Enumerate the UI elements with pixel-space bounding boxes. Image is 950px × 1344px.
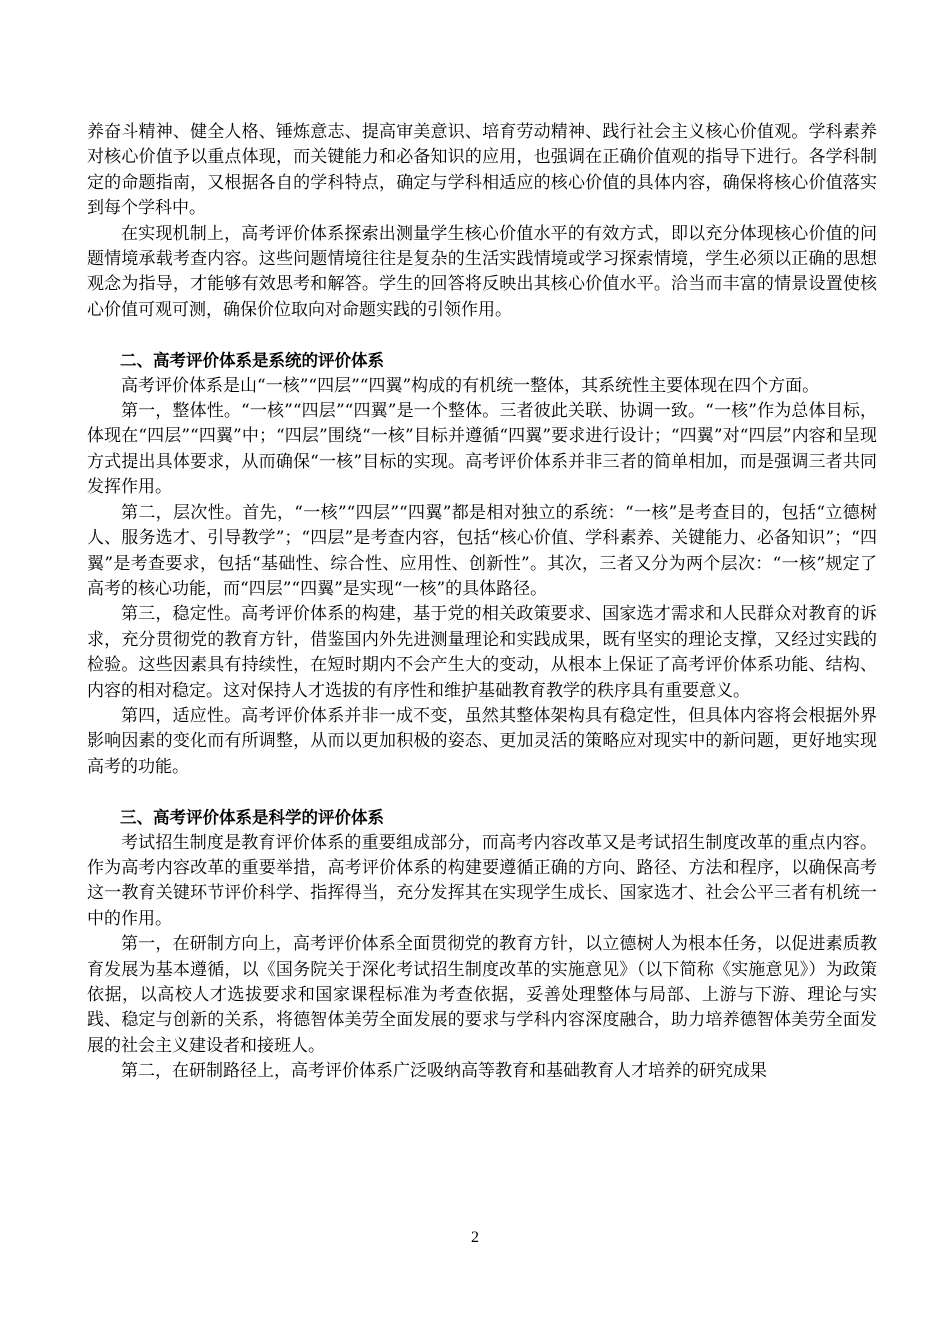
section-heading-systematic: 二、高考评价体系是系统的评价体系 <box>120 351 384 371</box>
paragraph-mechanism: 在实现机制上，高考评价体系探索出测量学生核心价值水平的有效方式，即以充分体现核心价值的问题情境承载考查内容。这些问题情境往往是复杂的生活实践情境或学习探索情境，学生必须以正确的思想观念为指导，才能够有效思考和解答。学生的回答将反映出其核心价值水平。洽当而丰富的情景设置使核心价值可观可测，确保价位取向对命题实践的引领作用。 <box>87 223 877 320</box>
paragraph-adaptability: 第四，适应性。高考评价体系并非一成不变，虽然其整体架构具有稳定性，但具体内容将会根据外界影响因素的变化而有所调整，从而以更加积极的姿态、更加灵活的策略应对现实中的新问题，更好地实现高考的功能。 <box>87 705 877 777</box>
paragraph-hierarchy: 第二，层次性。首先，“一核”“四层”“四翼”都是相对独立的系统：“一核”是考查目的，包括“立德树人、服务选才、引导教学”；“四层”是考查内容，包括“核心价值、学科素养、关键能力、必备知识”；“四翼”是考查要求，包括“基础性、综合性、应用性、创新性”。其次，三者又分为两个层次：“一核”规定了高考的核心功能，而“四层”“四翼”是实现“一核”的具体路径。 <box>87 502 877 599</box>
section-heading-scientific: 三、高考评价体系是科学的评价体系 <box>120 808 384 828</box>
page-number: 2 <box>471 1229 479 1246</box>
paragraph-continuation: 养奋斗精神、健全人格、锤炼意志、提高审美意识、培育劳动精神、践行社会主义核心价值观。学科素养对核心价值予以重点体现，而关键能力和必备知识的应用，也强调在正确价值观的指导下进行。各学科制定的命题指南，又根据各自的学科特点，确定与学科相适应的核心价值的具体内容，确保将核心价值落实到每个学科中。 <box>87 122 877 219</box>
paragraph-system-intro: 高考评价体系是山“一核”“四层”“四翼”构成的有机统一整体，其系统性主要体现在四个方面。 <box>121 375 820 396</box>
paragraph-science-intro: 考试招生制度是教育评价体系的重要组成部分，而高考内容改革又是考试招生制度改革的重点内容。作为高考内容改革的重要举措，高考评价体系的构建要遵循正确的方向、路径、方法和程序，以确保高考这一教育关键环节评价科学、指挥得当，充分发挥其在实现学生成长、国家选才、社会公平三者有机统一中的作用。 <box>87 832 877 929</box>
paragraph-stability: 第三，稳定性。高考评价体系的构建，基于党的相关政策要求、国家选才需求和人民群众对教育的诉求，充分贯彻党的教育方针，借鉴国内外先进测量理论和实践成果，既有坚实的理论支撑，又经过实践的检验。这些因素具有持续性，在短时期内不会产生大的变动，从根本上保证了高考评价体系功能、结构、内容的相对稳定。这对保持人才选拔的有序性和维护基础教育教学的秩序具有重要意义。 <box>87 604 877 701</box>
paragraph-direction: 第一，在研制方向上，高考评价体系全面贯彻党的教育方针，以立德树人为根本任务，以促进素质教育发展为基本遵循，以《国务院关于深化考试招生制度改革的实施意见》（以下简称《实施意见》）为政策依据，以高校人才选拔要求和国家课程标准为考查依据，妥善处理整体与局部、上游与下游、理论与实践、稳定与创新的关系，将德智体美劳全面发展的要求与学科内容深度融合，助力培养德智体美劳全面发展的社会主义建设者和接班人。 <box>87 934 877 1056</box>
paragraph-path: 第二，在研制路径上，高考评价体系广泛吸纳高等教育和基础教育人才培养的研究成果 <box>121 1061 767 1082</box>
document-body <box>87 120 877 1085</box>
paragraph-integrity: 第一，整体性。“一核”“四层”“四翼”是一个整体。三者彼此关联、协调一致。“一核”作为总体目标，体现在“四层”“四翼”中；“四层”围绕“一核”目标并遵循“四翼”要求进行设计；“四翼”对“四层”内容和呈现方式提出具体要求，从而确保“一核”目标的实现。高考评价体系并非三者的简单相加，而是强调三者共同发挥作用。 <box>87 401 877 498</box>
